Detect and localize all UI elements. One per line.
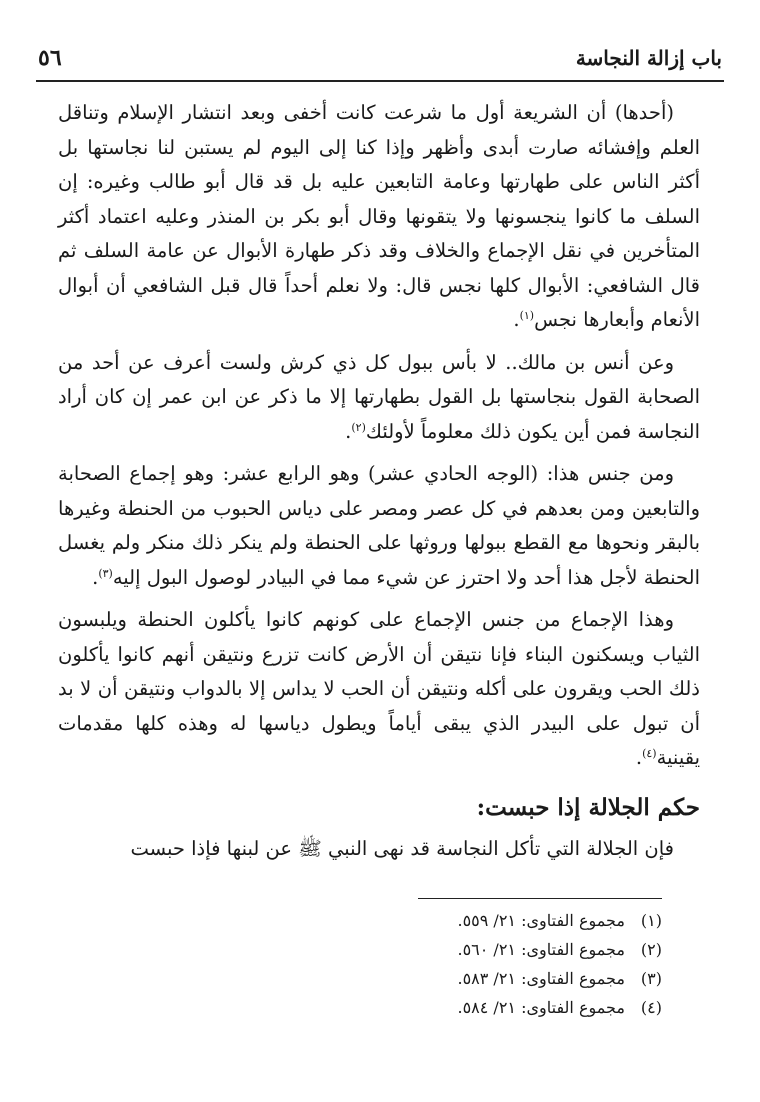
footnote-item (457, 906, 662, 935)
footnote-ref: (١) (519, 309, 535, 322)
paragraph-1 (58, 96, 700, 338)
footnote-ref: (٢) (351, 420, 366, 434)
page-number: ٥٦ (38, 45, 62, 71)
footnote-item (457, 935, 662, 964)
footnote-ref: (٤) (642, 747, 657, 760)
paragraph-2 (58, 346, 700, 450)
paragraph-end: . (92, 565, 99, 589)
paragraph-4 (58, 603, 700, 776)
running-header (38, 40, 722, 76)
footnote-ref: (٣) (98, 566, 113, 580)
footnote-divider (418, 898, 662, 899)
footnote-number: (١) (640, 911, 662, 930)
paragraph-3 (58, 457, 700, 595)
paragraph-5 (58, 832, 700, 867)
footnote-text: مجموع الفتاوى: ٢١/ ٥٦٠. (457, 940, 625, 959)
footnote-text: مجموع الفتاوى: ٢١/ ٥٥٩. (457, 911, 625, 930)
header-divider (36, 80, 724, 82)
chapter-title: باب إزالة النجاسة (575, 46, 722, 70)
section-heading: حكم الجلالة إذا حبست: (476, 793, 700, 821)
footnote-number: (٢) (640, 940, 662, 959)
paragraph-end: . (513, 308, 520, 331)
paragraph-text: وعن أنس بن مالك.. لا بأس ببول كل ذي كرش ولست أعرف عن أحد من الصحابة القول بنجاستها بل القول بطهارتها إلا ما ذكر عن ابن عمر إن كان أراد النجاسة فمن أين يكون ذلك معلوماً لأولئك (58, 350, 700, 443)
paragraph-text: وهذا الإجماع من جنس الإجماع على كونهم كانوا يأكلون الحنطة ويلبسون الثياب ويسكنون البناء فإنا نتيقن أن الأرض كانت تزرع ونتيقن أنهم كانوا يأكلون ذلك الحب ويقرون على أكله ونتيقن أن الحب لا يداس إلا بالدواب ونتيقن أن لا بد أن تبول على البيدر الذي يبقى أياماً ويطول دياسها له وهذه كلها مقدمات يقينية (58, 608, 700, 769)
footnote-item (457, 993, 662, 1022)
footnote-number: (٤) (640, 998, 662, 1017)
footnote-text: مجموع الفتاوى: ٢١/ ٥٨٤. (457, 998, 625, 1017)
paragraph-text: فإن الجلالة التي تأكل النجاسة قد نهى النبي ﷺ عن لبنها فإذا حبست (130, 836, 674, 860)
paragraph-text: ومن جنس هذا: (الوجه الحادي عشر) وهو الرابع عشر: وهو إجماع الصحابة والتابعين ومن بعدهم في كل عصر ومصر على دياس الحبوب من الحنطة وغيرها بالبقر ونحوها مع القطع ببولها وروثها على الحنطة ولم ينكر ذلك منكر ولم يغسل الحنطة لأجل هذا أحد ولا احترز عن شيء مما في البيادر لوصول البول إليه (58, 462, 700, 589)
paragraph-end: . (635, 746, 643, 769)
footnotes-list (457, 906, 662, 1022)
paragraph-end: . (345, 419, 352, 443)
main-text (58, 96, 700, 874)
footnote-text: مجموع الفتاوى: ٢١/ ٥٨٣. (457, 969, 625, 988)
paragraph-text: (أحدها) أن الشريعة أول ما شرعت كانت أخفى وبعد انتشار الإسلام وتناقل العلم وإفشائه صارت أبدى وأظهر وإذا كنا إلى اليوم لم يستبن لنا نجاستها بل أكثر الناس على طهارتها وعامة التابعين عليه بل قد قال أبو طالب وغيره: إن السلف ما كانوا ينجسونها ولا يتقونها وقال أبو بكر بن المنذر وعليه اعتماد أكثر المتأخرين في نقل الإجماع والخلاف وقد ذكر طهارة الأبوال عن عامة السلف ثم قال الشافعي: الأبوال كلها نجس قال: ولا نعلم أحداً قال قبل الشافعي أن أبوال الأنعام وأبعارها نجس (58, 101, 700, 331)
footnote-item (457, 964, 662, 993)
footnote-number: (٣) (640, 969, 662, 988)
